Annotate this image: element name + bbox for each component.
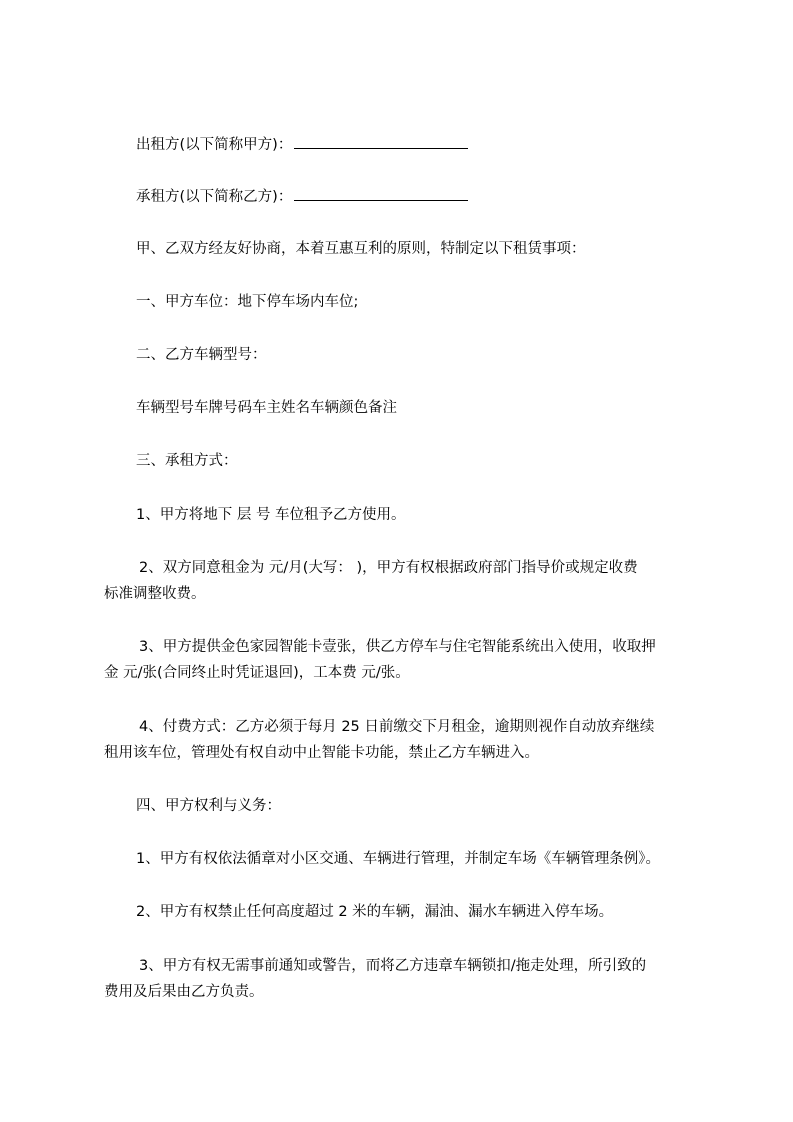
section-2-heading: 二、乙方车辆型号： — [136, 347, 267, 363]
item-3-4-line-2: 租用该车位，管理处有权自动中止智能卡功能，禁止乙方车辆进入。 — [104, 745, 539, 761]
item-4-3-line-1: 3、甲方有权无需事前通知或警告，而将乙方违章车辆锁扣/拖走处理，所引致的 — [139, 958, 647, 974]
item-3-2-line-2: 标准调整收费。 — [104, 586, 206, 602]
item-3-3-line-1: 3、甲方提供金色家园智能卡壹张，供乙方停车与住宅智能系统出入使用，收取押 — [139, 639, 656, 655]
section-3-heading: 三、承租方式： — [136, 453, 238, 469]
vehicle-fields-row: 车辆型号车牌号码车主姓名车辆颜色备注 — [136, 400, 397, 416]
item-4-2: 2、甲方有权禁止任何高度超过 2 米的车辆，漏油、漏水车辆进入停车场。 — [136, 904, 614, 920]
item-3-3-line-2: 金 元/张(合同终止时凭证退回)，工本费 元/张。 — [104, 665, 410, 681]
lessee-line — [136, 186, 468, 207]
intro-paragraph: 甲、乙双方经友好协商，本着互惠互利的原则，特制定以下租赁事项： — [136, 241, 586, 257]
section-1-heading: 一、甲方车位：地下停车场内车位; — [136, 294, 359, 310]
item-4-1: 1、甲方有权依法循章对小区交通、车辆进行管理，并制定车场《车辆管理条例》。 — [136, 851, 660, 867]
item-3-4-line-1: 4、付费方式：乙方必须于每月 25 日前缴交下月租金，逾期则视作自动放弃继续 — [139, 719, 655, 735]
item-4-3-line-2: 费用及后果由乙方负责。 — [104, 984, 264, 1000]
lessor-blank — [294, 134, 468, 149]
lessor-label: 出租方(以下简称甲方)： — [136, 137, 293, 153]
lessee-blank — [294, 186, 468, 201]
lessee-label: 承租方(以下简称乙方)： — [136, 189, 293, 205]
section-4-heading: 四、甲方权利与义务： — [136, 798, 281, 814]
item-3-2-line-1: 2、双方同意租金为 元/月(大写： )，甲方有权根据政府部门指导价或规定收费 — [139, 560, 638, 576]
item-3-1: 1、甲方将地下 层 号 车位租予乙方使用。 — [136, 507, 406, 523]
lessor-line — [136, 134, 468, 155]
